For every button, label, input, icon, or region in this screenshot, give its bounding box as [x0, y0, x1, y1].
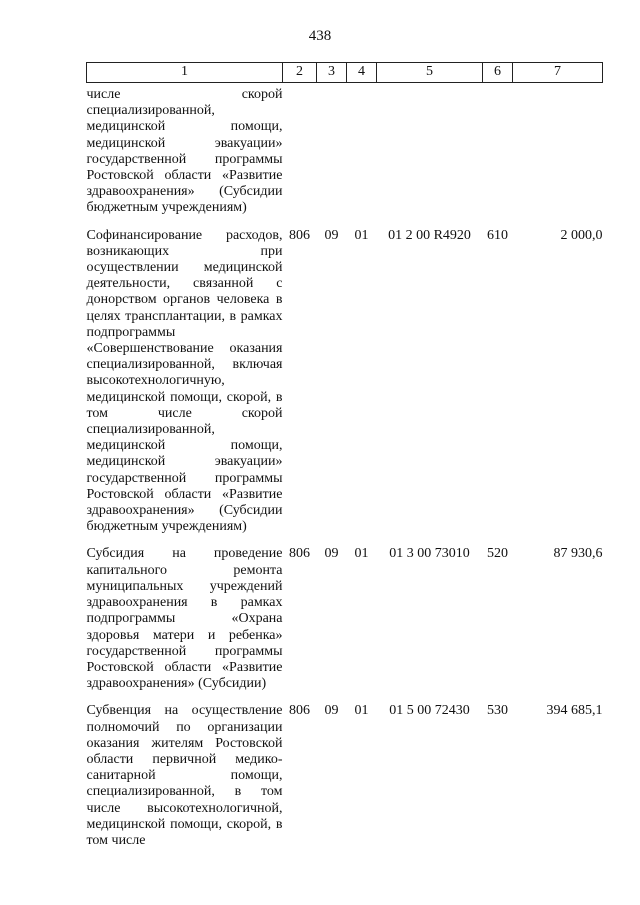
- row-kind: 520: [487, 546, 508, 562]
- row-section: 09: [324, 546, 339, 562]
- row-description: Субвенция на осуществление полномочий по организации оказания жителям Ростовской области первичной медико-санитарной помощи, специализированной, в том числе высокотехнологичной, медицинской помощи, скорой, в том числе: [86, 703, 283, 848]
- column-header-6: 6: [483, 63, 513, 83]
- row-section: [317, 83, 347, 228]
- row-subsection: [347, 83, 377, 228]
- row-target: [377, 83, 483, 228]
- row-ministry: [283, 83, 317, 228]
- row-target: 01 2 00 R4920: [388, 227, 471, 243]
- row-kind: 530: [487, 703, 508, 719]
- column-header-1: 1: [87, 63, 283, 83]
- row-section: 09: [324, 703, 339, 719]
- column-header-7: 7: [513, 63, 603, 83]
- row-subsection: 01: [354, 546, 369, 562]
- row-description: Субсидия на проведение капитального ремонта муниципальных учреждений здравоохранения в рамках подпрограммы «Охрана здоровья матери и ребенка» государственной программы Ростовской области «Развитие здравоохранения» (Субсидии): [86, 546, 283, 692]
- row-description: Софинансирование расходов, возникающих при осуществлении медицинской деятельности, связанной с донорством органов человека в целях трансплантации, в рамках подпрограммы «Совершенствование оказания специализированной, включая высокотехнологичную, медицинской помощи, скорой, в том числе скорой специализированной, медицинской помощи, медицинской эвакуации» государственной программы Ростовской области «Развитие здравоохранения» (Субсидии бюджетным учреждениям): [86, 227, 283, 535]
- row-ministry: 806: [289, 546, 310, 562]
- row-description: числе скорой специализированной, медицинской помощи, медицинской эвакуации» государственной программы Ростовской области «Развитие здравоохранения» (Субсидии бюджетным учреждениям): [86, 87, 283, 216]
- row-amount: 87 930,6: [553, 546, 603, 562]
- row-amount: [513, 83, 603, 228]
- row-amount: 2 000,0: [560, 227, 603, 243]
- column-header-4: 4: [347, 63, 377, 83]
- row-subsection: 01: [354, 227, 369, 243]
- row-target: 01 5 00 72430: [389, 703, 470, 719]
- column-header-5: 5: [377, 63, 483, 83]
- row-section: 09: [324, 227, 339, 243]
- column-header-3: 3: [317, 63, 347, 83]
- row-amount: 394 685,1: [546, 703, 603, 719]
- table-row: [87, 228, 603, 547]
- row-kind: [483, 83, 513, 228]
- column-header-2: 2: [283, 63, 317, 83]
- row-ministry: 806: [289, 227, 310, 243]
- page-number: 438: [308, 28, 332, 44]
- table-row: [87, 546, 603, 703]
- table-header-row: [87, 63, 603, 83]
- table-row: [87, 83, 603, 228]
- row-subsection: 01: [354, 703, 369, 719]
- table-row: [87, 703, 603, 860]
- row-target: 01 3 00 73010: [389, 546, 470, 562]
- row-ministry: 806: [289, 703, 310, 719]
- row-kind: 610: [487, 227, 508, 243]
- budget-table: [86, 62, 603, 860]
